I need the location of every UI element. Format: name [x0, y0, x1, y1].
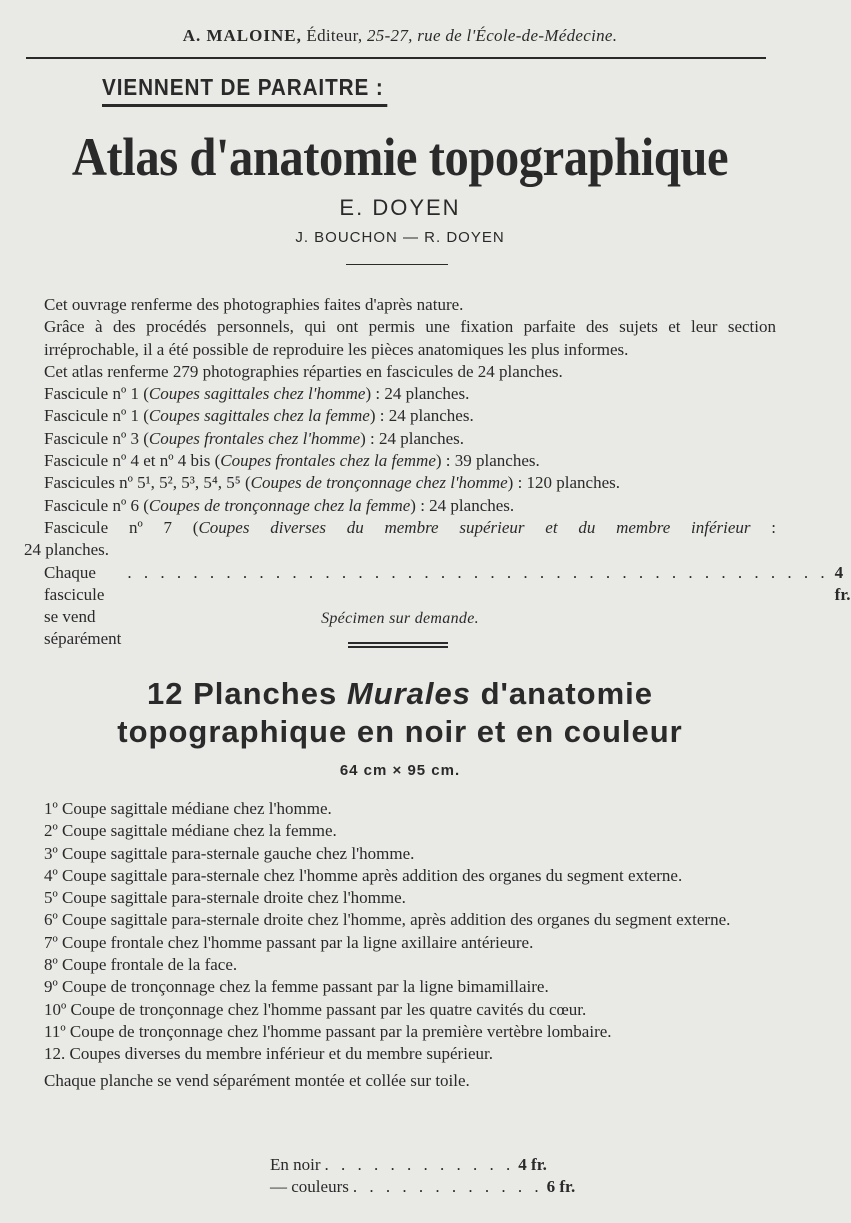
fascicule-item: Fascicule nº 3 (Coupes frontales chez l'homme) : 24 planches. [44, 428, 464, 448]
price-label: Chaque fascicule se vend séparément [44, 562, 122, 649]
atlas-description [24, 294, 851, 651]
section-divider [348, 642, 448, 648]
atlas-author: E. DOYEN [339, 195, 461, 220]
price-color-label: — couleurs [270, 1177, 349, 1196]
atlas-coauthors: J. BOUCHON — R. DOYEN [295, 229, 505, 246]
price-color-row [270, 1176, 576, 1198]
publisher-header [0, 26, 800, 46]
dot-leader: . . . . . . . . . . . . [324, 1155, 515, 1174]
list-item: 12. Coupes diverses du membre inférieur et du membre supérieur. [44, 1044, 493, 1064]
planches-title-line1: 12 Planches Murales d'anatomie [146, 676, 654, 711]
list-item: 5º Coupe sagittale para-sternale droite chez l'homme. [44, 888, 406, 908]
title-divider [346, 264, 448, 265]
specimen-note: Spécimen sur demande. [321, 610, 479, 627]
dot-leader: . . . . . . . . . . . . . . . . . . . . . . . . . . . . . . . . . . . . . . . . . . . [127, 562, 829, 582]
fascicule-price: 4 fr. [834, 562, 851, 604]
dot-leader: . . . . . . . . . . . . [352, 1177, 543, 1196]
announcement-heading: VIENNENT DE PARAITRE : [102, 70, 387, 107]
list-item: 1º Coupe sagittale médiane chez l'homme. [44, 799, 332, 818]
atlas-paragraph: Cet ouvrage renferme des photographies faites d'après nature. [44, 295, 464, 314]
planches-title-line2: topographique en noir et en couleur [117, 714, 683, 749]
planche-prices [270, 1154, 576, 1198]
planches-dimensions: 64 cm × 95 cm. [339, 762, 461, 779]
fascicule-item: Fascicules nº 5¹, 5², 5³, 5⁴, 5⁵ (Coupes de tronçonnage chez l'homme) : 120 planches. [44, 473, 621, 493]
publisher-name: A. MALOINE, [182, 26, 302, 45]
list-item: 3º Coupe sagittale para-sternale gauche chez l'homme. [44, 843, 415, 863]
list-item: 10º Coupe de tronçonnage chez l'homme passant par les quatre cavités du cœur. [44, 999, 587, 1019]
fascicule-price-line [24, 562, 851, 651]
atlas-title: Atlas d'anatomie topographique [71, 127, 729, 187]
planche-sale-note: Chaque planche se vend séparément montée et collée sur toile. [44, 1070, 470, 1090]
publisher-address: 25-27, rue de l'École-de-Médecine. [366, 26, 618, 45]
price-black-label: En noir [270, 1155, 321, 1174]
list-item: 9º Coupe de tronçonnage chez la femme passant par la ligne bimamillaire. [44, 977, 549, 997]
price-color-value: 6 fr. [546, 1177, 576, 1196]
fascicule-item: Fascicule nº 1 (Coupes sagittales chez l'homme) : 24 planches. [44, 384, 470, 404]
atlas-paragraph: Grâce à des procédés personnels, qui ont permis une fixation parfaite des sujets et leur section irréprochable, il a été possible de reproduire les pièces anatomiques les plus informes. [44, 317, 776, 359]
list-item: 4º Coupe sagittale para-sternale chez l'homme après addition des organes du segment externe. [44, 865, 683, 885]
price-black-row [270, 1154, 547, 1176]
list-item: 2º Coupe sagittale médiane chez la femme. [44, 821, 337, 841]
price-black-value: 4 fr. [518, 1155, 547, 1174]
fascicule-item: Fascicule nº 4 et nº 4 bis (Coupes frontales chez la femme) : 39 planches. [44, 451, 540, 471]
fascicule-item: Fascicule nº 6 (Coupes de tronçonnage chez la femme) : 24 planches. [44, 495, 515, 515]
fascicule-item-continuation: 24 planches. [24, 540, 109, 560]
atlas-paragraph: Cet atlas renferme 279 photographies réparties en fascicules de 24 planches. [44, 361, 563, 381]
list-item: 6º Coupe sagittale para-sternale droite chez l'homme, après addition des organes du segment externe. [44, 910, 731, 930]
planches-list [24, 798, 776, 1092]
list-item: 8º Coupe frontale de la face. [44, 955, 238, 975]
fascicule-item: Fascicule nº 1 (Coupes sagittales chez la femme) : 24 planches. [44, 406, 474, 426]
list-item: 7º Coupe frontale chez l'homme passant par la ligne axillaire antérieure. [44, 932, 534, 952]
list-item: 11º Coupe de tronçonnage chez l'homme passant par la première vertèbre lombaire. [44, 1021, 612, 1041]
header-rule [26, 57, 766, 59]
publisher-role: Éditeur, [306, 26, 363, 45]
fascicule-item: Fascicule nº 7 (Coupes diverses du membre supérieur et du membre inférieur : [44, 517, 776, 537]
